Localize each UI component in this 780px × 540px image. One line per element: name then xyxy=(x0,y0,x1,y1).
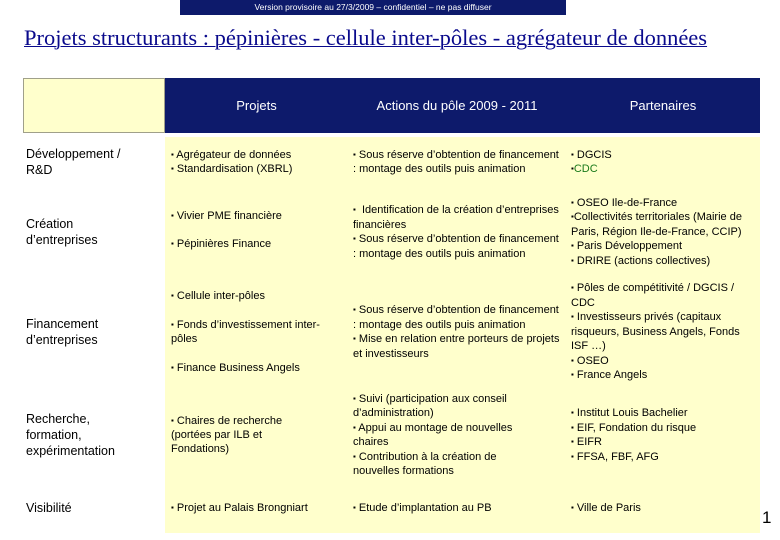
projets-cell-recherche xyxy=(165,387,348,483)
list-item: ▪ DRIRE (actions collectives) xyxy=(571,254,711,267)
list-item: ▪ Finance Business Angels xyxy=(171,362,300,374)
list-item: ▪ Ville de Paris xyxy=(571,501,641,514)
header-partenaires xyxy=(566,78,760,133)
list-item: ▪ Suivi (participation aux conseil d’administration) xyxy=(353,392,507,419)
row-label-text: Visibilité xyxy=(26,501,72,515)
header-blank-cell xyxy=(23,78,165,133)
list-item: ▪ Projet au Palais Brongniart xyxy=(171,502,308,514)
projets-cell-financement xyxy=(165,277,348,387)
list-item: ▪ Mise en relation entre porteurs de projets et investisseurs xyxy=(353,333,560,360)
projets-cell-developpement xyxy=(165,137,348,187)
list-item: ▪ Chaires de recherche (portées par ILB et Fondations) xyxy=(171,415,283,455)
actions-cell-developpement xyxy=(348,137,566,187)
header-projets-label: Projets xyxy=(236,98,277,113)
list-item: ▪ EIF, Fondation du risque xyxy=(571,421,697,434)
header-projets xyxy=(165,78,348,133)
list-item: ▪ Pépinières Finance xyxy=(171,238,272,250)
list-item: ▪ Cellule inter-pôles xyxy=(171,290,265,302)
list-item: ▪ Appui au montage de nouvelles chaires xyxy=(353,421,513,448)
list-item: ▪ Agrégateur de données xyxy=(171,149,292,161)
list-item: ▪ Etude d’implantation au PB xyxy=(353,501,492,514)
slide-title: Projets structurants : pépinières - cellule inter-pôles - agrégateur de données xyxy=(24,25,708,50)
partenaires-cell-visibilite xyxy=(566,483,760,533)
list-item: ▪ Institut Louis Bachelier xyxy=(571,407,688,419)
list-item: ▪ OSEO Ile-de-France xyxy=(571,196,678,209)
list-item: ▪ Fonds d’investissement inter-pôles xyxy=(171,319,320,345)
row-label-text: Financement d’entreprises xyxy=(26,317,99,347)
list-item: ▪CDC xyxy=(571,163,598,175)
list-item: ▪ OSEO xyxy=(571,354,609,367)
list-item: ▪ Paris Développement xyxy=(571,240,683,253)
list-item: ▪ Pôles de compétitivité / DGCIS / CDC xyxy=(571,282,735,309)
actions-cell-financement xyxy=(348,277,566,387)
list-item: ▪ Standardisation (XBRL) xyxy=(171,163,293,175)
row-label-text: Recherche, formation, expérimentation xyxy=(26,412,115,458)
actions-cell-visibilite xyxy=(348,483,566,533)
list-item: ▪ DGCIS xyxy=(571,148,612,161)
list-item: ▪Collectivités territoriales (Mairie de Paris, Région Ile-de-France, CCIP) xyxy=(571,211,742,238)
row-label-visibilite xyxy=(0,483,165,533)
list-item: ▪ France Angels xyxy=(571,369,648,382)
projets-cell-visibilite xyxy=(165,483,348,533)
projets-cell-creation xyxy=(165,187,348,277)
list-item: ▪ Investisseurs privés (capitaux risqueurs, Business Angels, Fonds ISF …) xyxy=(571,311,740,353)
list-item: ▪ FFSA, FBF, AFG xyxy=(571,450,659,463)
header-partenaires-label: Partenaires xyxy=(629,98,697,113)
list-item: ▪ Identification de la création d’entreprises financières xyxy=(353,204,559,231)
list-item: ▪ Vivier PME financière xyxy=(171,210,282,222)
header-actions-label: Actions du pôle 2009 - 2011 xyxy=(376,98,538,113)
list-item: ▪ EIFR xyxy=(571,436,602,448)
row-label-developpement xyxy=(0,137,165,187)
row-label-financement xyxy=(0,277,165,387)
actions-cell-creation xyxy=(348,187,566,277)
page-number: 1 xyxy=(762,508,772,527)
list-item: ▪ Sous réserve d’obtention de financement : montage des outils puis animation xyxy=(353,233,559,260)
list-item: ▪ Contribution à la création de nouvelles formations xyxy=(353,450,497,477)
list-item: ▪ Sous réserve d’obtention de financement : montage des outils puis animation xyxy=(353,304,559,331)
header-actions xyxy=(348,78,566,133)
actions-cell-recherche xyxy=(348,387,566,483)
partenaires-cell-financement xyxy=(566,277,760,387)
partenaires-cell-creation xyxy=(566,187,760,277)
row-label-text: Création d’entreprises xyxy=(26,217,98,247)
row-label-text: Développement / R&D xyxy=(26,147,121,177)
row-label-creation xyxy=(0,187,165,277)
list-item: ▪ Sous réserve d’obtention de financement : montage des outils puis animation xyxy=(353,148,559,175)
partenaires-cell-developpement xyxy=(566,137,760,187)
partenaires-cell-recherche xyxy=(566,387,760,483)
row-label-recherche xyxy=(0,387,165,483)
confidential-banner: Version provisoire au 27/3/2009 – confidentiel – ne pas diffuser xyxy=(180,0,566,15)
